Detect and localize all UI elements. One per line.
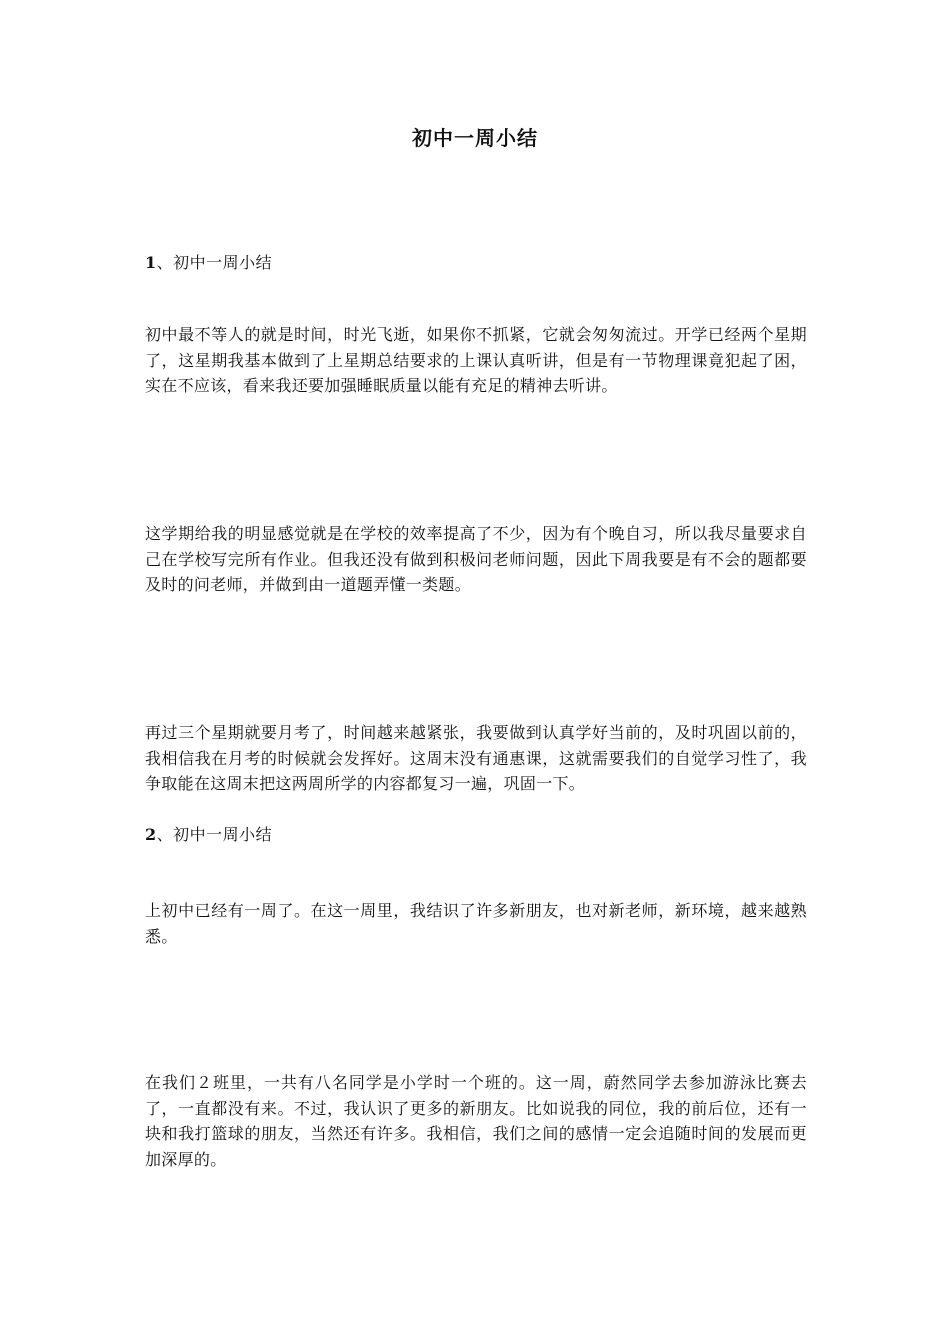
section-1-heading: [145, 251, 805, 275]
document-title: 初中一周小结: [412, 126, 538, 150]
section-1-separator: 、: [156, 253, 174, 272]
section-2-number: 2: [145, 825, 157, 844]
section-1-paragraph-3: 再过三个星期就要月考了，时间越来越紧张，我要做到认真学好当前的，及时巩固以前的，我相信我在月考的时候就会发挥好。这周末没有通惠课，这就需要我们的自觉学习性了，我争取能在这周末把这两周所学的内容都复习一遍，巩固一下。: [145, 723, 807, 793]
section-2-heading-text: 初中一周小结: [173, 825, 273, 844]
section-1-heading-text: 初中一周小结: [173, 253, 273, 272]
section-1-paragraph-1: 初中最不等人的就是时间，时光飞逝，如果你不抓紧，它就会匆匆流过。开学已经两个星期了，这星期我基本做到了上星期总结要求的上课认真听讲，但是有一节物理课竟犯起了困，实在不应该，看来我还要加强睡眠质量以能有充足的精神去听讲。: [145, 325, 807, 395]
section-2-heading: [145, 823, 805, 847]
section-1-number: 1: [145, 253, 157, 272]
section-2-paragraph-1: 上初中已经有一周了。在这一周里，我结识了许多新朋友，也对新老师，新环境，越来越熟悉。: [145, 901, 807, 946]
section-2-paragraph-2: 在我们２班里，一共有八名同学是小学时一个班的。这一周，蔚然同学去参加游泳比赛去了，一直都没有来。不过，我认识了更多的新朋友。比如说我的同位，我的前后位，还有一块和我打篮球的朋友，当然还有许多。我相信，我们之间的感情一定会追随时间的发展而更加深厚的。: [145, 1073, 807, 1169]
section-1-paragraph-2: 这学期给我的明显感觉就是在学校的效率提高了不少，因为有个晚自习，所以我尽量要求自己在学校写完所有作业。但我还没有做到积极问老师问题，因此下周我要是有不会的题都要及时的问老师，并做到由一道题弄懂一类题。: [145, 524, 807, 594]
section-2-separator: 、: [156, 825, 174, 844]
